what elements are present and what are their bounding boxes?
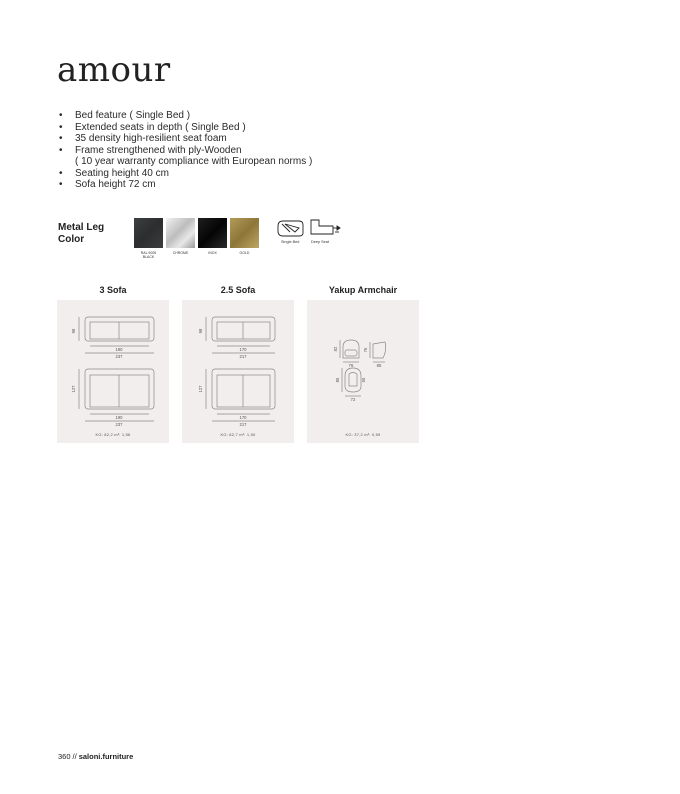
color-swatches bbox=[134, 218, 259, 259]
product-meta: KG: 82,2 m³: 1,56 bbox=[95, 432, 131, 437]
top-width-label: 72 bbox=[350, 397, 356, 402]
feature-item: • Frame strengthened with ply-Wooden bbox=[59, 144, 242, 156]
top-inner-width-label: 170 bbox=[239, 347, 247, 352]
sofa-bottom-seat bbox=[217, 375, 270, 407]
bullet: • bbox=[59, 110, 63, 121]
armchair-top-outline bbox=[345, 368, 361, 392]
sofa-dimension-drawing bbox=[182, 300, 294, 443]
sofa-dimension-drawing bbox=[57, 300, 169, 443]
product-drawing-panel bbox=[307, 300, 419, 443]
product-name: 3 Sofa bbox=[99, 285, 127, 295]
bottom-height-label: 127 bbox=[71, 385, 76, 393]
page-title: amour bbox=[57, 50, 171, 90]
page-number: 360 bbox=[58, 752, 71, 761]
feature-list bbox=[59, 110, 312, 191]
swatch-inox: INOX bbox=[198, 218, 227, 248]
side-width-label: 85 bbox=[376, 363, 382, 368]
top-height-label: 98 bbox=[198, 328, 203, 334]
sofa-top-outline bbox=[212, 317, 275, 341]
product-drawing-panel bbox=[182, 300, 294, 443]
top-depth-label: 85 bbox=[335, 377, 340, 383]
armchair-side-outline bbox=[373, 342, 386, 358]
feature-item: • Sofa height 72 cm bbox=[59, 179, 156, 190]
single-bed-icon bbox=[278, 221, 303, 236]
footer-site: saloni.furniture bbox=[78, 752, 134, 761]
sofa-bottom-seat bbox=[90, 375, 149, 407]
top-outer-width-label: 217 bbox=[239, 354, 247, 359]
sofa-top-seat bbox=[90, 322, 149, 339]
bullet: • bbox=[59, 167, 63, 179]
top-height-label: 56 bbox=[361, 377, 366, 383]
feature-item-continuation: ( 10 year warranty compliance with European norms ) bbox=[75, 156, 313, 167]
top-height-label: 98 bbox=[71, 328, 76, 334]
product-name: Yakup Armchair bbox=[328, 285, 398, 295]
product-meta: KG: 37,2 m³: 0,59 bbox=[345, 432, 381, 437]
bullet: • bbox=[59, 144, 63, 156]
bullet: • bbox=[59, 179, 63, 190]
bottom-inner-width-label: 190 bbox=[115, 415, 123, 420]
bottom-inner-width-label: 170 bbox=[239, 415, 247, 420]
sofa-top-seat bbox=[217, 322, 270, 339]
single-bed-caption: Single Bed bbox=[281, 240, 300, 244]
product-name: 2.5 Sofa bbox=[220, 285, 256, 295]
deep-seat-icon bbox=[311, 220, 340, 234]
top-inner-width-label: 190 bbox=[115, 347, 123, 352]
feature-item: • Extended seats in depth ( Single Bed ) bbox=[59, 121, 246, 133]
product-drawing-panel bbox=[57, 300, 169, 443]
side-height-label: 76 bbox=[363, 347, 368, 353]
page-footer bbox=[58, 752, 133, 761]
front-height-label: 82 bbox=[333, 346, 338, 352]
bottom-height-label: 127 bbox=[198, 385, 203, 393]
swatch-chrome: CHROME bbox=[166, 218, 195, 248]
product-3-sofa bbox=[57, 285, 169, 443]
bottom-outer-width-label: 217 bbox=[239, 422, 247, 427]
armchair-dimension-drawing bbox=[307, 300, 419, 443]
swatch-gold: GOLD bbox=[230, 218, 259, 248]
product-2-5-sofa bbox=[182, 285, 294, 443]
bullet: • bbox=[59, 133, 63, 144]
swatch-ral-9005-black: RAL 9005 BLACK bbox=[134, 218, 163, 248]
bottom-outer-width-label: 237 bbox=[115, 422, 123, 427]
metal-leg-color-label: Metal Leg Color bbox=[58, 222, 105, 245]
bullet: • bbox=[59, 121, 63, 133]
product-meta: KG: 82,7 m³: 1,50 bbox=[220, 432, 256, 437]
product-yakup-armchair bbox=[307, 285, 419, 443]
feature-item: • Seating height 40 cm bbox=[59, 167, 169, 179]
deep-seat-caption: Deep Seat bbox=[311, 240, 329, 244]
top-outer-width-label: 237 bbox=[115, 354, 123, 359]
feature-item: • 35 density high-resilient seat foam bbox=[59, 133, 227, 144]
sofa-top-outline bbox=[85, 317, 154, 341]
front-width-label: 76 bbox=[348, 363, 354, 368]
footer-separator: // bbox=[72, 752, 77, 761]
feature-item: • Bed feature ( Single Bed ) bbox=[59, 110, 191, 121]
